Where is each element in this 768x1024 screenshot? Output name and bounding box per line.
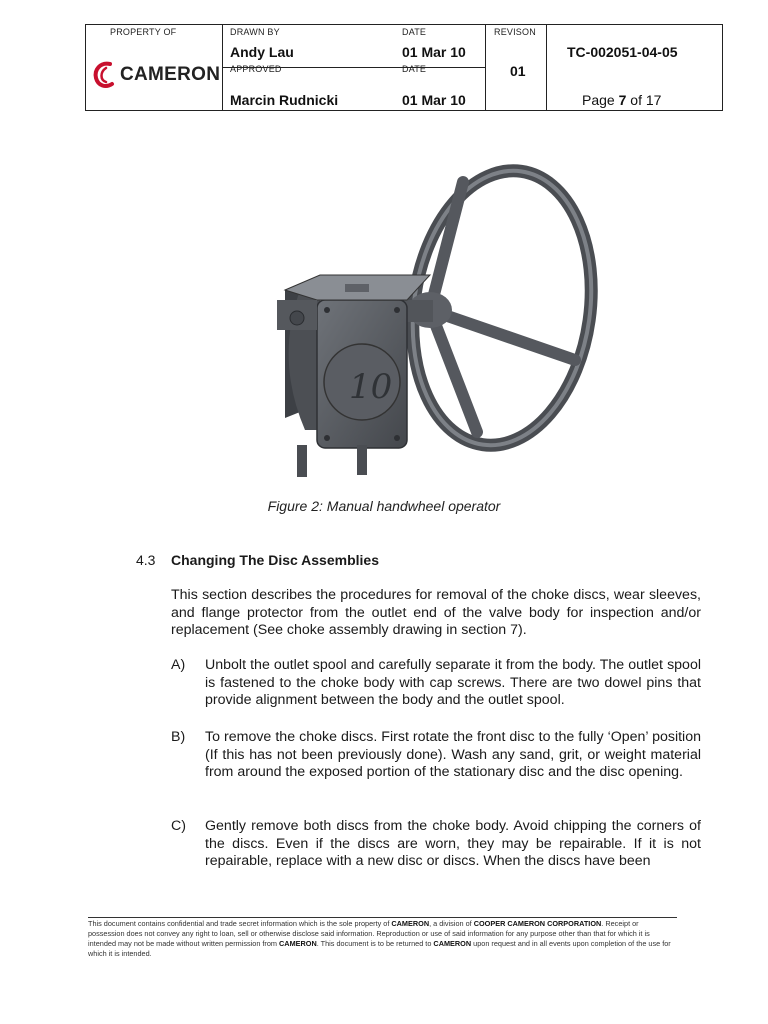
notice-company: CAMERON <box>433 939 472 948</box>
property-of-label: PROPERTY OF <box>110 27 177 37</box>
notice-text: This document contains confidential and trade secret information which is the sole property of <box>88 919 392 928</box>
date-label: DATE <box>402 27 427 37</box>
divider <box>546 25 547 110</box>
svg-text:10: 10 <box>349 367 393 407</box>
step-text: Unbolt the outlet spool and carefully separate it from the body. The outlet spool is fastened to the choke body with cap screws. There are two dowel pins that provide alignment between the body and the outlet spool. <box>205 657 701 709</box>
section-intro-paragraph: This section describes the procedures for removal of the choke discs, wear sleeves, and flange protector from the outlet end of the valve body for inspection and/or replacement (See choke assembly drawing in section 7). <box>171 587 701 639</box>
step-text: Gently remove both discs from the choke body. Avoid chipping the corners of the discs. Even if the discs are worn, they may be repairable. If it is not repairable, replace with a new disc or discs. When the discs have been <box>205 818 701 870</box>
step-label: C) <box>171 818 186 834</box>
handwheel-operator-illustration <box>245 160 625 490</box>
drawn-by-value: Andy Lau <box>230 44 294 60</box>
page-prefix: Page <box>582 92 619 108</box>
approved-label: APPROVED <box>230 64 282 74</box>
step-label: A) <box>171 657 186 673</box>
step-text: To remove the choke discs. First rotate the front disc to the fully ‘Open’ position (If this has not been previously done). Wash any sand, grit, or weight material from around the exposed portion of the stationary disc and the disc opening. <box>205 729 701 781</box>
approved-date-value: 01 Mar 10 <box>402 92 466 108</box>
page-indicator <box>582 92 661 108</box>
figure-caption: Figure 2: Manual handwheel operator <box>267 498 501 514</box>
notice-text: , a division of <box>429 919 474 928</box>
notice-company: CAMERON <box>279 939 317 948</box>
revision-label: REVISON <box>494 27 536 37</box>
revision-value: 01 <box>510 63 526 79</box>
section-number: 4.3 <box>136 552 156 568</box>
notice-company: CAMERON <box>391 919 430 928</box>
notice-parent-company: COOPER CAMERON CORPORATION <box>473 919 602 928</box>
page-current: 7 <box>618 92 627 108</box>
drawn-date-value: 01 Mar 10 <box>402 44 466 60</box>
logo-wordmark: CAMERON <box>120 64 221 85</box>
notice-text: . This document is to be returned to <box>316 939 434 948</box>
step-label: B) <box>171 729 186 745</box>
confidentiality-notice <box>88 919 677 959</box>
section-title: Changing The Disc Assemblies <box>171 552 379 568</box>
title-block <box>85 24 723 111</box>
approved-value: Marcin Rudnicki <box>230 92 339 108</box>
notice-text: . Receipt or possession does not convey any right to loan, sell or otherwise disclose said information. Reproduction or use of said information for any purpose other than that for which it is intended may not be made without written permission from <box>88 919 650 948</box>
drawn-by-label: DRAWN BY <box>230 27 280 37</box>
page-suffix: of 17 <box>626 92 662 108</box>
date-label: DATE <box>402 64 427 74</box>
company-logo <box>92 59 220 91</box>
cameron-logo-icon <box>92 60 118 90</box>
document-number: TC-002051-04-05 <box>567 44 678 60</box>
footer-divider <box>88 917 677 918</box>
notice-text: upon request and in all events upon completion of the use for which it is intended. <box>88 939 671 958</box>
